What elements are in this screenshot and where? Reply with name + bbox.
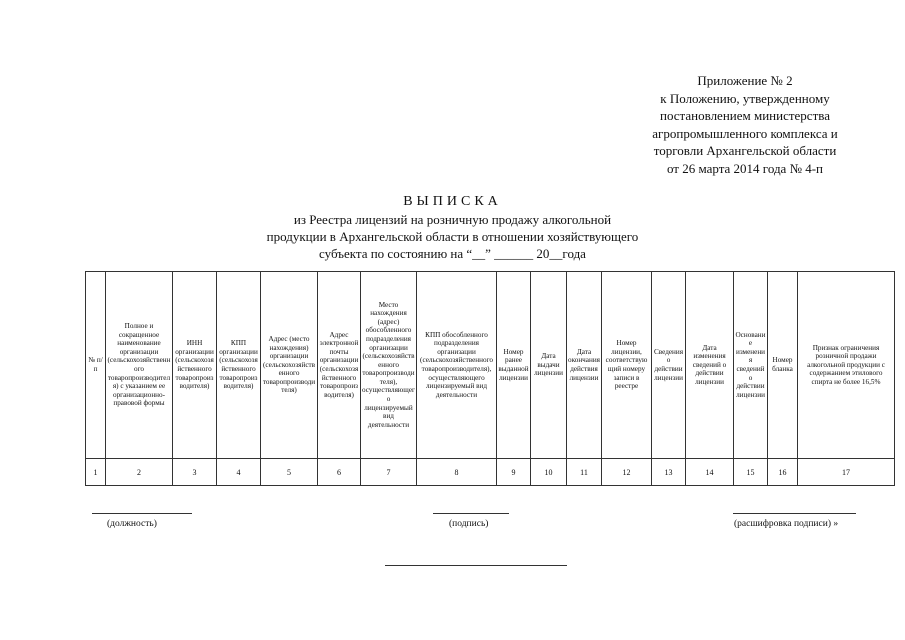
- column-header: Номер лицензии, соответствующий номеру записи в реестре: [602, 272, 652, 459]
- column-header: № п/п: [86, 272, 106, 459]
- column-number: 5: [261, 459, 318, 486]
- column-number: 3: [173, 459, 217, 486]
- decoding-caption: (расшифровка подписи) »: [734, 519, 839, 529]
- document-subtitle-line: субъекта по состоянию на “__” ______ 20__года: [319, 246, 586, 261]
- column-number: 8: [417, 459, 497, 486]
- column-number: 9: [497, 459, 531, 486]
- table-row: [86, 459, 895, 486]
- column-number: 16: [768, 459, 798, 486]
- column-header: Место нахождения (адрес) обособленного подразделения организации (сельскохозяйственного товаропроизводителя), осуществляющего лицензируемый вид деятельности: [361, 272, 417, 459]
- appendix-line: Приложение № 2: [697, 73, 793, 88]
- column-header: КПП организации (сельскохозяйственного товаропроизводителя): [217, 272, 261, 459]
- document-title: ВЫПИСКА: [403, 194, 502, 209]
- column-number: 11: [567, 459, 602, 486]
- column-number: 2: [106, 459, 173, 486]
- column-number: 17: [798, 459, 895, 486]
- column-header: Признак ограничения розничной продажи алкогольной продукции с содержанием этилового спирта не более 16,5%: [798, 272, 895, 459]
- column-header: Адрес электронной почты организации (сельскохозяйственного товаропроизводителя): [318, 272, 361, 459]
- column-header: ИНН организации (сельскохозяйственного товаропроизводителя): [173, 272, 217, 459]
- bottom-separator-line: [385, 565, 567, 566]
- column-header: Номер бланка: [768, 272, 798, 459]
- registry-table: [85, 271, 895, 486]
- column-header: Дата изменения сведений о действии лицензии: [686, 272, 734, 459]
- column-number: 13: [652, 459, 686, 486]
- column-number: 4: [217, 459, 261, 486]
- position-signature-line: [92, 513, 192, 514]
- column-number: 14: [686, 459, 734, 486]
- decoding-signature-line: [733, 513, 856, 514]
- column-header: Адрес (место нахождения) организации (сельскохозяйственного товаропроизводителя): [261, 272, 318, 459]
- column-number: 12: [602, 459, 652, 486]
- column-number: 1: [86, 459, 106, 486]
- appendix-block: [600, 72, 890, 177]
- column-header: Основание изменения сведений о действии лицензии: [734, 272, 768, 459]
- document-subtitle-line: из Реестра лицензий на розничную продажу алкогольной: [293, 212, 612, 227]
- document-subtitle-line: продукции в Архангельской области в отношении хозяйствующего: [266, 229, 639, 244]
- appendix-line: постановлением министерства: [659, 108, 830, 123]
- column-header: Дата окончания действия лицензии: [567, 272, 602, 459]
- column-header: Полное и сокращенное наименование организации (сельскохозяйственного товаропроизводителя) с указанием ее организационно-правовой формы: [106, 272, 173, 459]
- column-number: 7: [361, 459, 417, 486]
- appendix-line: торговли Архангельской области: [653, 143, 837, 158]
- column-number: 15: [734, 459, 768, 486]
- column-header: Номер ранее выданной лицензии: [497, 272, 531, 459]
- column-number: 10: [531, 459, 567, 486]
- table-header-row: [86, 272, 895, 459]
- column-header: Дата выдачи лицензии: [531, 272, 567, 459]
- column-header: Сведения о действии лицензии: [652, 272, 686, 459]
- appendix-line: к Положению, утвержденному: [660, 90, 830, 106]
- appendix-line: агропромышленного комплекса и: [652, 125, 838, 141]
- column-number: 6: [318, 459, 361, 486]
- document-heading: [0, 193, 905, 262]
- column-header: КПП обособленного подразделения организации (сельскохозяйственного товаропроизводителя), осуществляющего лицензируемый вид деятельности: [417, 272, 497, 459]
- position-caption: (должность): [107, 519, 157, 529]
- signature-caption: (подпись): [449, 519, 489, 529]
- signature-line: [433, 513, 509, 514]
- appendix-line: от 26 марта 2014 года № 4-п: [666, 160, 824, 176]
